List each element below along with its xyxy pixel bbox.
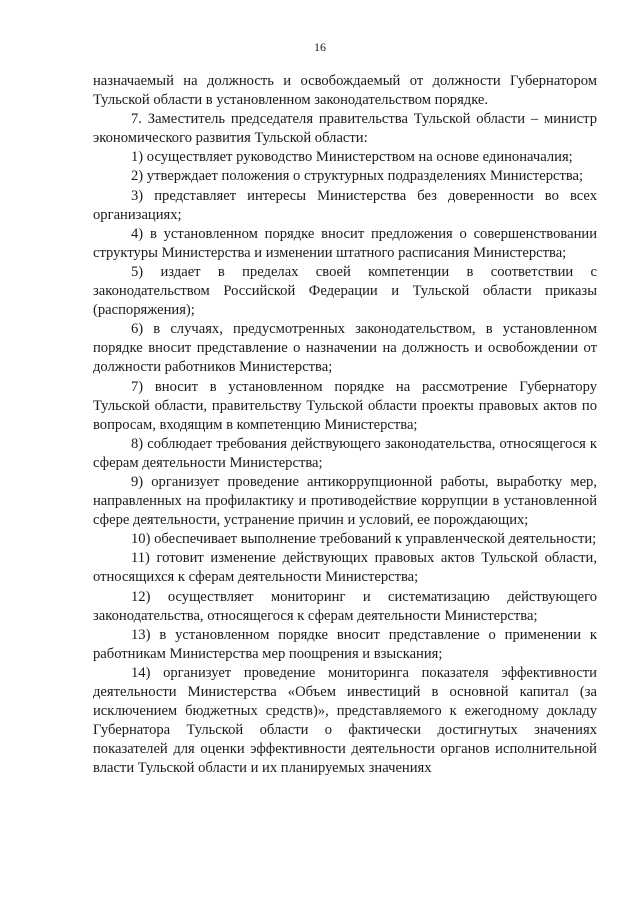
list-item-13: 13) в установленном порядке вносит представление о применении к работникам Министерства мер поощрения и взыскания; — [93, 626, 597, 662]
paragraph-section-7: 7. Заместитель председателя правительства Тульской области – министр экономического развития Тульской области: — [93, 111, 597, 147]
list-item-5: 5) издает в пределах своей компетенции в соответствии с законодательством Российской Федерации и Тульской области приказы (распоряжения); — [93, 263, 597, 319]
list-item-10: 10) обеспечивает выполнение требований к управленческой деятельности; — [131, 531, 597, 548]
list-item-7: 7) вносит в установленном порядке на рассмотрение Губернатору Тульской области, правительству Тульской области проекты правовых актов по вопросам, входящим в компетенцию Министерства; — [93, 378, 597, 433]
list-item-12: 12) осуществляет мониторинг и систематизацию действующего законодательства, относящегося к сферам деятельности Министерства; — [93, 588, 597, 624]
paragraph-continuation: назначаемый на должность и освобождаемый от должности Губернатором Тульской области в установленном законодательством порядке. — [93, 73, 597, 109]
list-item-2: 2) утверждает положения о структурных подразделениях Министерства; — [131, 168, 584, 185]
list-item-9: 9) организует проведение антикоррупционной работы, выработку мер, направленных на профилактику и противодействие коррупции в установленной сфере деятельности, устранение причин и условий, ее порождающих; — [93, 473, 597, 529]
list-item-3: 3) представляет интересы Министерства без доверенности во всех организациях; — [93, 187, 597, 223]
list-item-8: 8) соблюдает требования действующего законодательства, относящегося к сферам деятельности Министерства; — [93, 435, 597, 471]
list-item-14: 14) организует проведение мониторинга показателя эффективности деятельности Министерства «Объем инвестиций в основной капитал (за исключением бюджетных средств)», представляемого к ежегодному докладу Губернатора Тульской области о фактически достигнутых значениях показателей для оценки эффективности деятельности органов исполнительной власти Тульской области и их планируемых значениях — [93, 664, 597, 777]
list-item-6: 6) в случаях, предусмотренных законодательством, в установленном порядке вносит представление о назначении на должность и освобождении от должности работников Министерства; — [93, 321, 597, 376]
list-item-11: 11) готовит изменение действующих правовых актов Тульской области, относящихся к сферам деятельности Министерства; — [93, 550, 597, 586]
list-item-4: 4) в установленном порядке вносит предложения о совершенствовании структуры Министерства и изменении штатного расписания Министерства; — [93, 225, 597, 261]
page-number: 16 — [314, 40, 326, 54]
document-body — [93, 72, 597, 778]
list-item-1: 1) осуществляет руководство Министерством на основе единоначалия; — [131, 149, 573, 166]
